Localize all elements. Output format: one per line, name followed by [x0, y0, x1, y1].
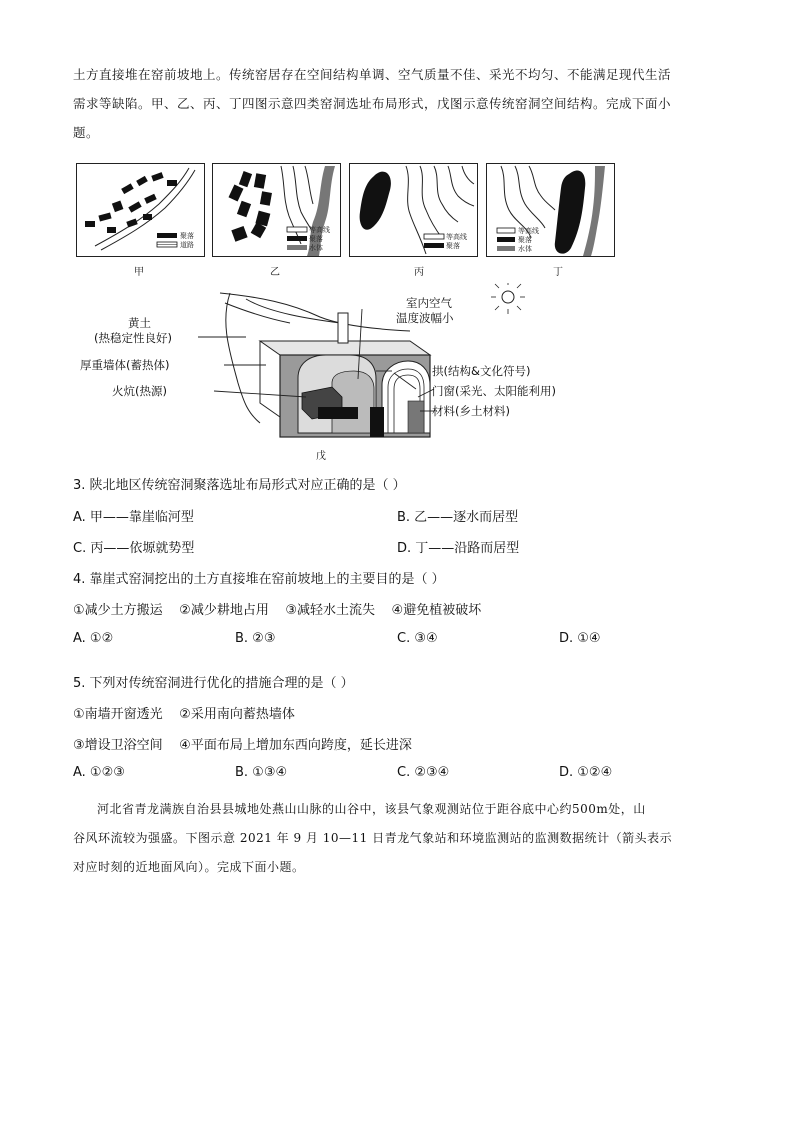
label-temp-range: 温度波幅小: [396, 311, 454, 325]
q4-option-d[interactable]: D. ①④: [559, 631, 601, 646]
label-kang: 火炕(热源): [112, 384, 167, 398]
q4-option-a[interactable]: A. ①②: [73, 631, 114, 646]
q3-option-a[interactable]: A. 甲——靠崖临河型: [73, 510, 194, 525]
outro-line-1: 河北省青龙满族自治县县城地处燕山山脉的山谷中，该县气象观测站位于距谷底中心约500m处，山: [97, 802, 646, 816]
map-jia-label: 甲: [134, 267, 144, 278]
map-bing: [349, 163, 478, 257]
q5-option-b[interactable]: B. ①③④: [235, 765, 288, 780]
cave-dwelling-diagram: [70, 283, 630, 463]
label-loess: 黄土: [128, 316, 151, 330]
map-jia: [76, 163, 205, 257]
outro-paragraph: [73, 795, 723, 882]
legend-ding-contour: 等高线: [518, 227, 539, 235]
legend-yi-water: 水体: [309, 244, 323, 252]
question-3-stem: 3. 陕北地区传统窑洞聚落选址布局形式对应正确的是（ ）: [73, 478, 406, 493]
intro-line-1: 土方直接堆在窑前坡地上。传统窑居存在空间结构单调、空气质量不佳、采光不均匀、不能满足现代生活: [73, 67, 672, 82]
label-loess-note: (热稳定性良好): [94, 331, 172, 345]
question-5-items-2: ③增设卫浴空间 ④平面布局上增加东西向跨度，延长进深: [73, 738, 412, 753]
map-yi: [212, 163, 341, 257]
outro-line-3: 对应时刻的近地面风向）。完成下面小题。: [73, 860, 305, 874]
q5-option-a[interactable]: A. ①②③: [73, 765, 125, 780]
map-bing-label: 丙: [414, 267, 424, 278]
q4-option-b[interactable]: B. ②③: [235, 631, 276, 646]
intro-line-3: 题。: [73, 125, 100, 140]
q5-option-d[interactable]: D. ①②④: [559, 765, 613, 780]
q3-option-d[interactable]: D. 丁——沿路而居型: [397, 541, 520, 556]
map-bing-figure: [350, 164, 477, 256]
question-5-items-1: ①南墙开窗透光 ②采用南向蓄热墙体: [73, 707, 295, 722]
map-yi-label: 乙: [270, 267, 280, 278]
question-4-stem: 4. 靠崖式窑洞挖出的土方直接堆在窑前坡地上的主要目的是（ ）: [73, 572, 445, 587]
map-yi-figure: [213, 164, 340, 256]
diagram-label: 戊: [316, 451, 326, 462]
label-material: 材料(乡土材料): [432, 404, 510, 418]
intro-paragraph: [73, 60, 723, 147]
legend-yi-settlement: 聚落: [309, 235, 323, 243]
legend-bing-contour: 等高线: [446, 233, 467, 241]
intro-line-2: 需求等缺陷。甲、乙、丙、丁四图示意四类窑洞选址布局形式，戊图示意传统窑洞空间结构。完成下面小: [73, 96, 672, 111]
q3-option-c[interactable]: C. 丙——依塬就势型: [73, 541, 195, 556]
map-ding-figure: [487, 164, 614, 256]
legend-jia-road: 道路: [180, 241, 194, 249]
question-5-stem: 5. 下列对传统窑洞进行优化的措施合理的是（ ）: [73, 676, 354, 691]
q4-option-c[interactable]: C. ③④: [397, 631, 438, 646]
question-4-items: ①减少土方搬运 ②减少耕地占用 ③减轻水土流失 ④避免植被破坏: [73, 603, 482, 618]
q3-option-b[interactable]: B. 乙——逐水而居型: [397, 510, 519, 525]
sun-icon: [491, 283, 525, 314]
legend-yi-contour: 等高线: [309, 226, 330, 234]
label-arch: 拱(结构&文化符号): [432, 364, 531, 378]
legend-ding-settlement: 聚落: [518, 236, 532, 244]
label-door-window: 门窗(采光、太阳能利用): [432, 384, 556, 398]
label-indoor-air: 室内空气: [406, 296, 452, 310]
map-jia-figure: [77, 164, 204, 256]
map-ding: [486, 163, 615, 257]
q5-option-c[interactable]: C. ②③④: [397, 765, 450, 780]
legend-bing-settlement: 聚落: [446, 242, 460, 250]
legend-ding-water: 水体: [518, 245, 532, 253]
legend-jia-settlement: 聚落: [180, 232, 194, 240]
outro-line-2: 谷风环流较为强盛。下图示意 2021 年 9 月 10—11 日青龙气象站和环境监测站的监测数据统计（箭头表示: [73, 831, 673, 845]
label-thick-wall: 厚重墙体(蓄热体): [80, 358, 170, 372]
map-ding-label: 丁: [553, 267, 563, 278]
